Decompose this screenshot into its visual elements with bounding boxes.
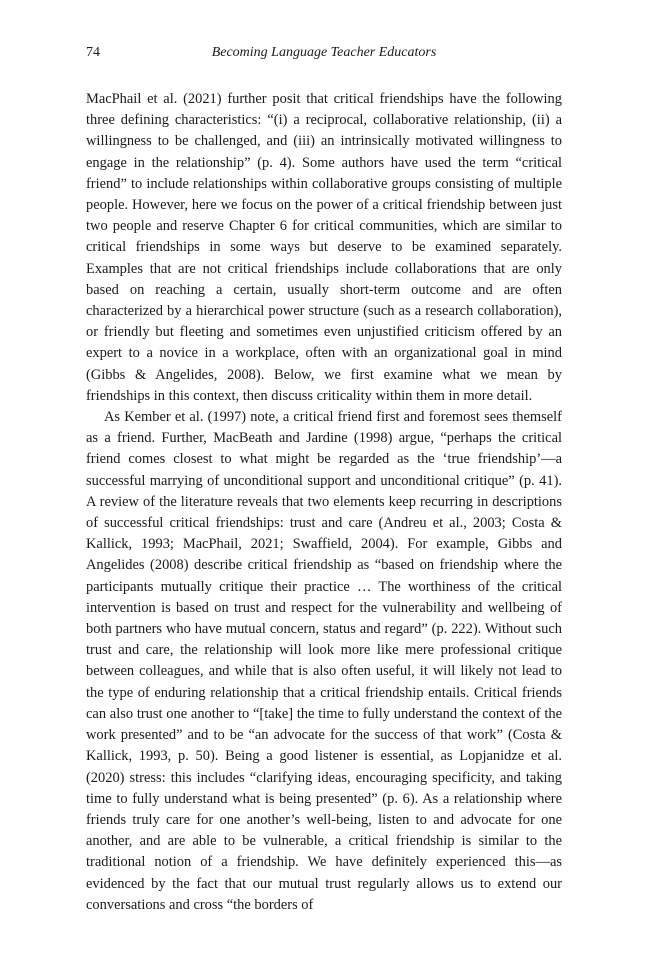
paragraph: As Kember et al. (1997) note, a critical friend first and foremost sees themself as a friend. Further, MacBeath and Jardine (1998) argue, “perhaps the critical friend comes closest to what might be regarded as the ‘true friendship’—a successful marrying of unconditional support and unconditional critique” (p. 41). A review of the literature reveals that two elements keep recurring in descriptions of successful critical friendships: trust and care (Andreu et al., 2003; Costa & Kallick, 1993; MacPhail, 2021; Swaffield, 2004). For example, Gibbs and Angelides (2008) describe critical friendship as “based on friendship where the participants mutually critique their practice … The worthiness of the critical intervention is based on trust and respect for the vulnerability and wellbeing of both partners who have mutual concern, status and regard” (p. 222). Without such trust and care, the relationship will look more like mere professional critique between colleagues, and while that is also often useful, it will likely not lead to the type of enduring relationship that a critical friendship entails. Critical friends can also trust one another to “[take] the time to fully understand the context of the work presented” and to be “an advocate for the success of that work” (Costa & Kallick, 1993, p. 50). Being a good listener is essential, as Lopjanidze et al. (2020) stress: this includes “clarifying ideas, encouraging specificity, and taking time to fully understand what is being presented” (p. 6). As a relationship where friends truly care for one another’s well-being, listen to and advocate for one another, and are able to be vulnerable, a critical friendship is similar to the traditional notion of a friendship. We have definitely experienced this—as evidenced by the fact that our mutual trust regularly allows us to extend our conversations and cross “the borders of [86,409,562,913]
page-number: 74 [86,45,100,60]
running-title: Becoming Language Teacher Educators [211,45,437,60]
body-text [86,89,562,916]
running-head [86,45,562,65]
paragraph: MacPhail et al. (2021) further posit that critical friendships have the following three defining characteristics: “(i) a reciprocal, collaborative relationship, (ii) a willingness to be challenged, and (iii) an intrinsically motivated willingness to engage in the relationship” (p. 4). Some authors have used the term “critical friend” to include relationships within collaborative groups consisting of multiple people. However, here we focus on the power of a critical friendship between just two people and reserve Chapter 6 for critical communities, which are similar to critical friendships in some ways but deserve to be examined separately. Examples that are not critical friendships include collaborations that are only based on reaching a certain, usually short-term outcome and are often characterized by a hierarchical power structure (such as a research collaboration), or friendly but fleeting and sometimes even unjustified criticism offered by an expert to a novice in a workplace, often with an organizational goal in mind (Gibbs & Angelides, 2008). Below, we first examine what we mean by friendships in this context, then discuss criticality within them in more detail. [86,91,562,404]
